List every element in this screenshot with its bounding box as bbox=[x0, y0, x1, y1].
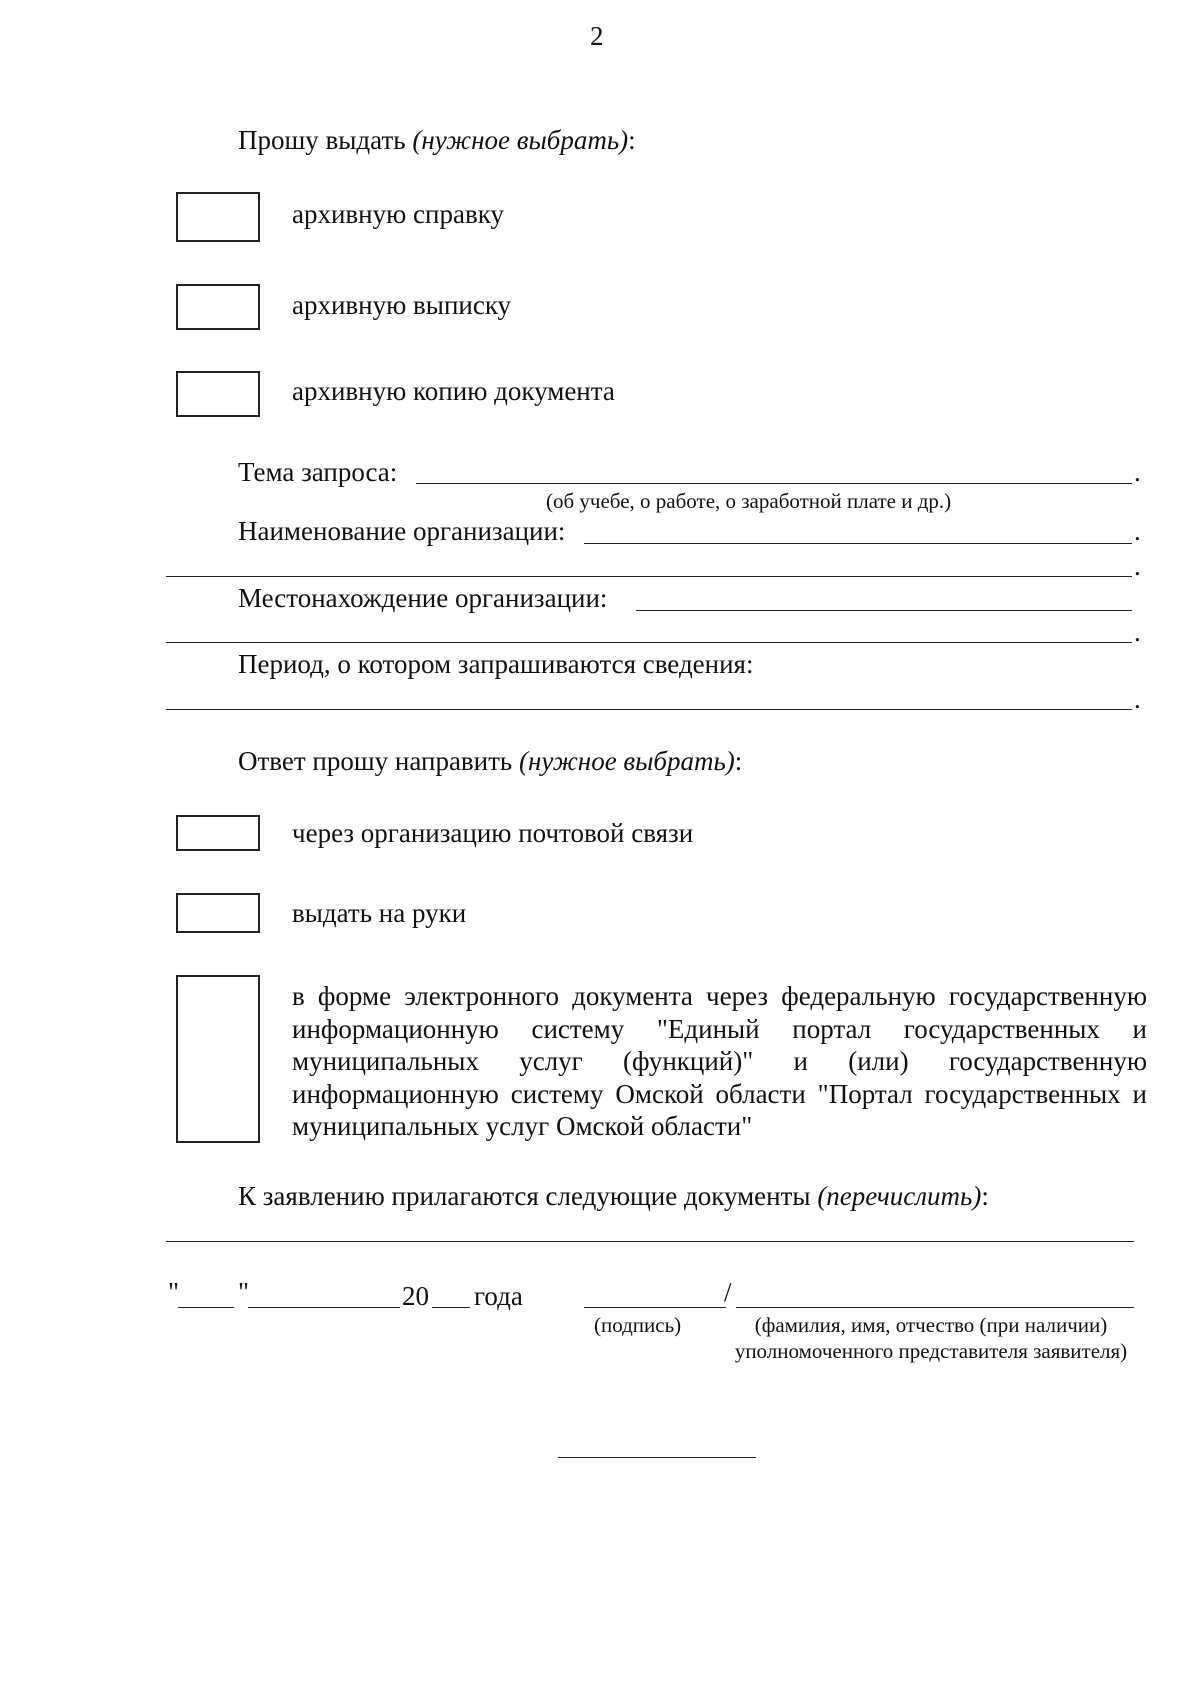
org-name-input-line-2[interactable] bbox=[166, 576, 1132, 577]
signature-line[interactable] bbox=[584, 1307, 726, 1308]
request-heading bbox=[238, 124, 636, 156]
checkbox-post[interactable] bbox=[176, 815, 260, 851]
attachments-hint: (перечислить) bbox=[817, 1181, 982, 1211]
page-number: 2 bbox=[590, 21, 604, 51]
org-name-label: Наименование организации: bbox=[238, 516, 566, 546]
date-quote-open: " bbox=[168, 1277, 180, 1307]
date-year-line[interactable] bbox=[432, 1307, 470, 1308]
org-name-input-line[interactable] bbox=[584, 543, 1132, 544]
period-input-line[interactable] bbox=[166, 709, 1132, 710]
checkbox-archive-extract[interactable] bbox=[176, 284, 260, 330]
period-end-dot: . bbox=[1134, 684, 1141, 714]
full-name-line[interactable] bbox=[736, 1307, 1134, 1308]
checkbox-hand[interactable] bbox=[176, 893, 260, 933]
date-year-word: года bbox=[474, 1281, 523, 1311]
full-name-caption: (фамилия, имя, отчество (при наличии) уполномоченного представителя заявителя) bbox=[734, 1313, 1128, 1363]
delivery-colon: : bbox=[734, 746, 743, 776]
request-label: Прошу выдать bbox=[238, 125, 406, 155]
date-month-line[interactable] bbox=[248, 1307, 400, 1308]
checkbox-electronic[interactable] bbox=[176, 975, 260, 1143]
delivery-label: Ответ прошу направить bbox=[238, 746, 513, 776]
topic-end-dot: . bbox=[1134, 457, 1141, 487]
period-label: Период, о котором запрашиваются сведения: bbox=[238, 649, 754, 679]
option-post: через организацию почтовой связи bbox=[292, 818, 694, 848]
checkbox-archive-certificate[interactable] bbox=[176, 192, 260, 242]
date-year-prefix: 20 bbox=[402, 1281, 429, 1311]
request-colon: : bbox=[628, 125, 636, 155]
date-day-line[interactable] bbox=[178, 1307, 234, 1308]
signature-slash: / bbox=[724, 1277, 732, 1307]
date-quote-close: " bbox=[238, 1277, 250, 1307]
org-location-end-dot: . bbox=[1134, 617, 1141, 647]
request-hint: (нужное выбрать) bbox=[412, 125, 629, 155]
topic-label: Тема запроса: bbox=[238, 457, 398, 487]
delivery-hint: (нужное выбрать) bbox=[518, 746, 735, 776]
option-archive-extract: архивную выписку bbox=[292, 290, 512, 320]
attachments-label: К заявлению прилагаются следующие документы bbox=[238, 1181, 811, 1211]
option-archive-certificate: архивную справку bbox=[292, 199, 504, 229]
org-name-end-dot: . bbox=[1134, 516, 1141, 546]
org-name-end-dot-2: . bbox=[1134, 551, 1141, 581]
org-location-input-line-2[interactable] bbox=[166, 642, 1132, 643]
attachments-colon: : bbox=[981, 1181, 989, 1211]
checkbox-archive-copy[interactable] bbox=[176, 371, 260, 417]
option-hand: выдать на руки bbox=[292, 898, 467, 928]
closing-rule bbox=[558, 1457, 756, 1458]
option-archive-copy: архивную копию документа bbox=[292, 376, 615, 406]
org-location-label: Местонахождение организации: bbox=[238, 583, 608, 613]
signature-caption: (подпись) bbox=[594, 1313, 682, 1337]
delivery-heading bbox=[238, 745, 742, 777]
org-location-input-line[interactable] bbox=[636, 610, 1132, 611]
attachments-input-line[interactable] bbox=[166, 1241, 1134, 1242]
topic-hint: (об учебе, о работе, о заработной плате и др.) bbox=[546, 489, 952, 513]
attachments-heading bbox=[238, 1180, 989, 1212]
topic-input-line[interactable] bbox=[416, 483, 1132, 484]
option-electronic: в форме электронного документа через федеральную государственную информационную систему "Единый портал государственных и муниципальных услуг (функций)" и (или) государственную информационную систему Омской области "Портал государственных и муниципальных услуг Омской области" bbox=[292, 981, 1147, 1141]
